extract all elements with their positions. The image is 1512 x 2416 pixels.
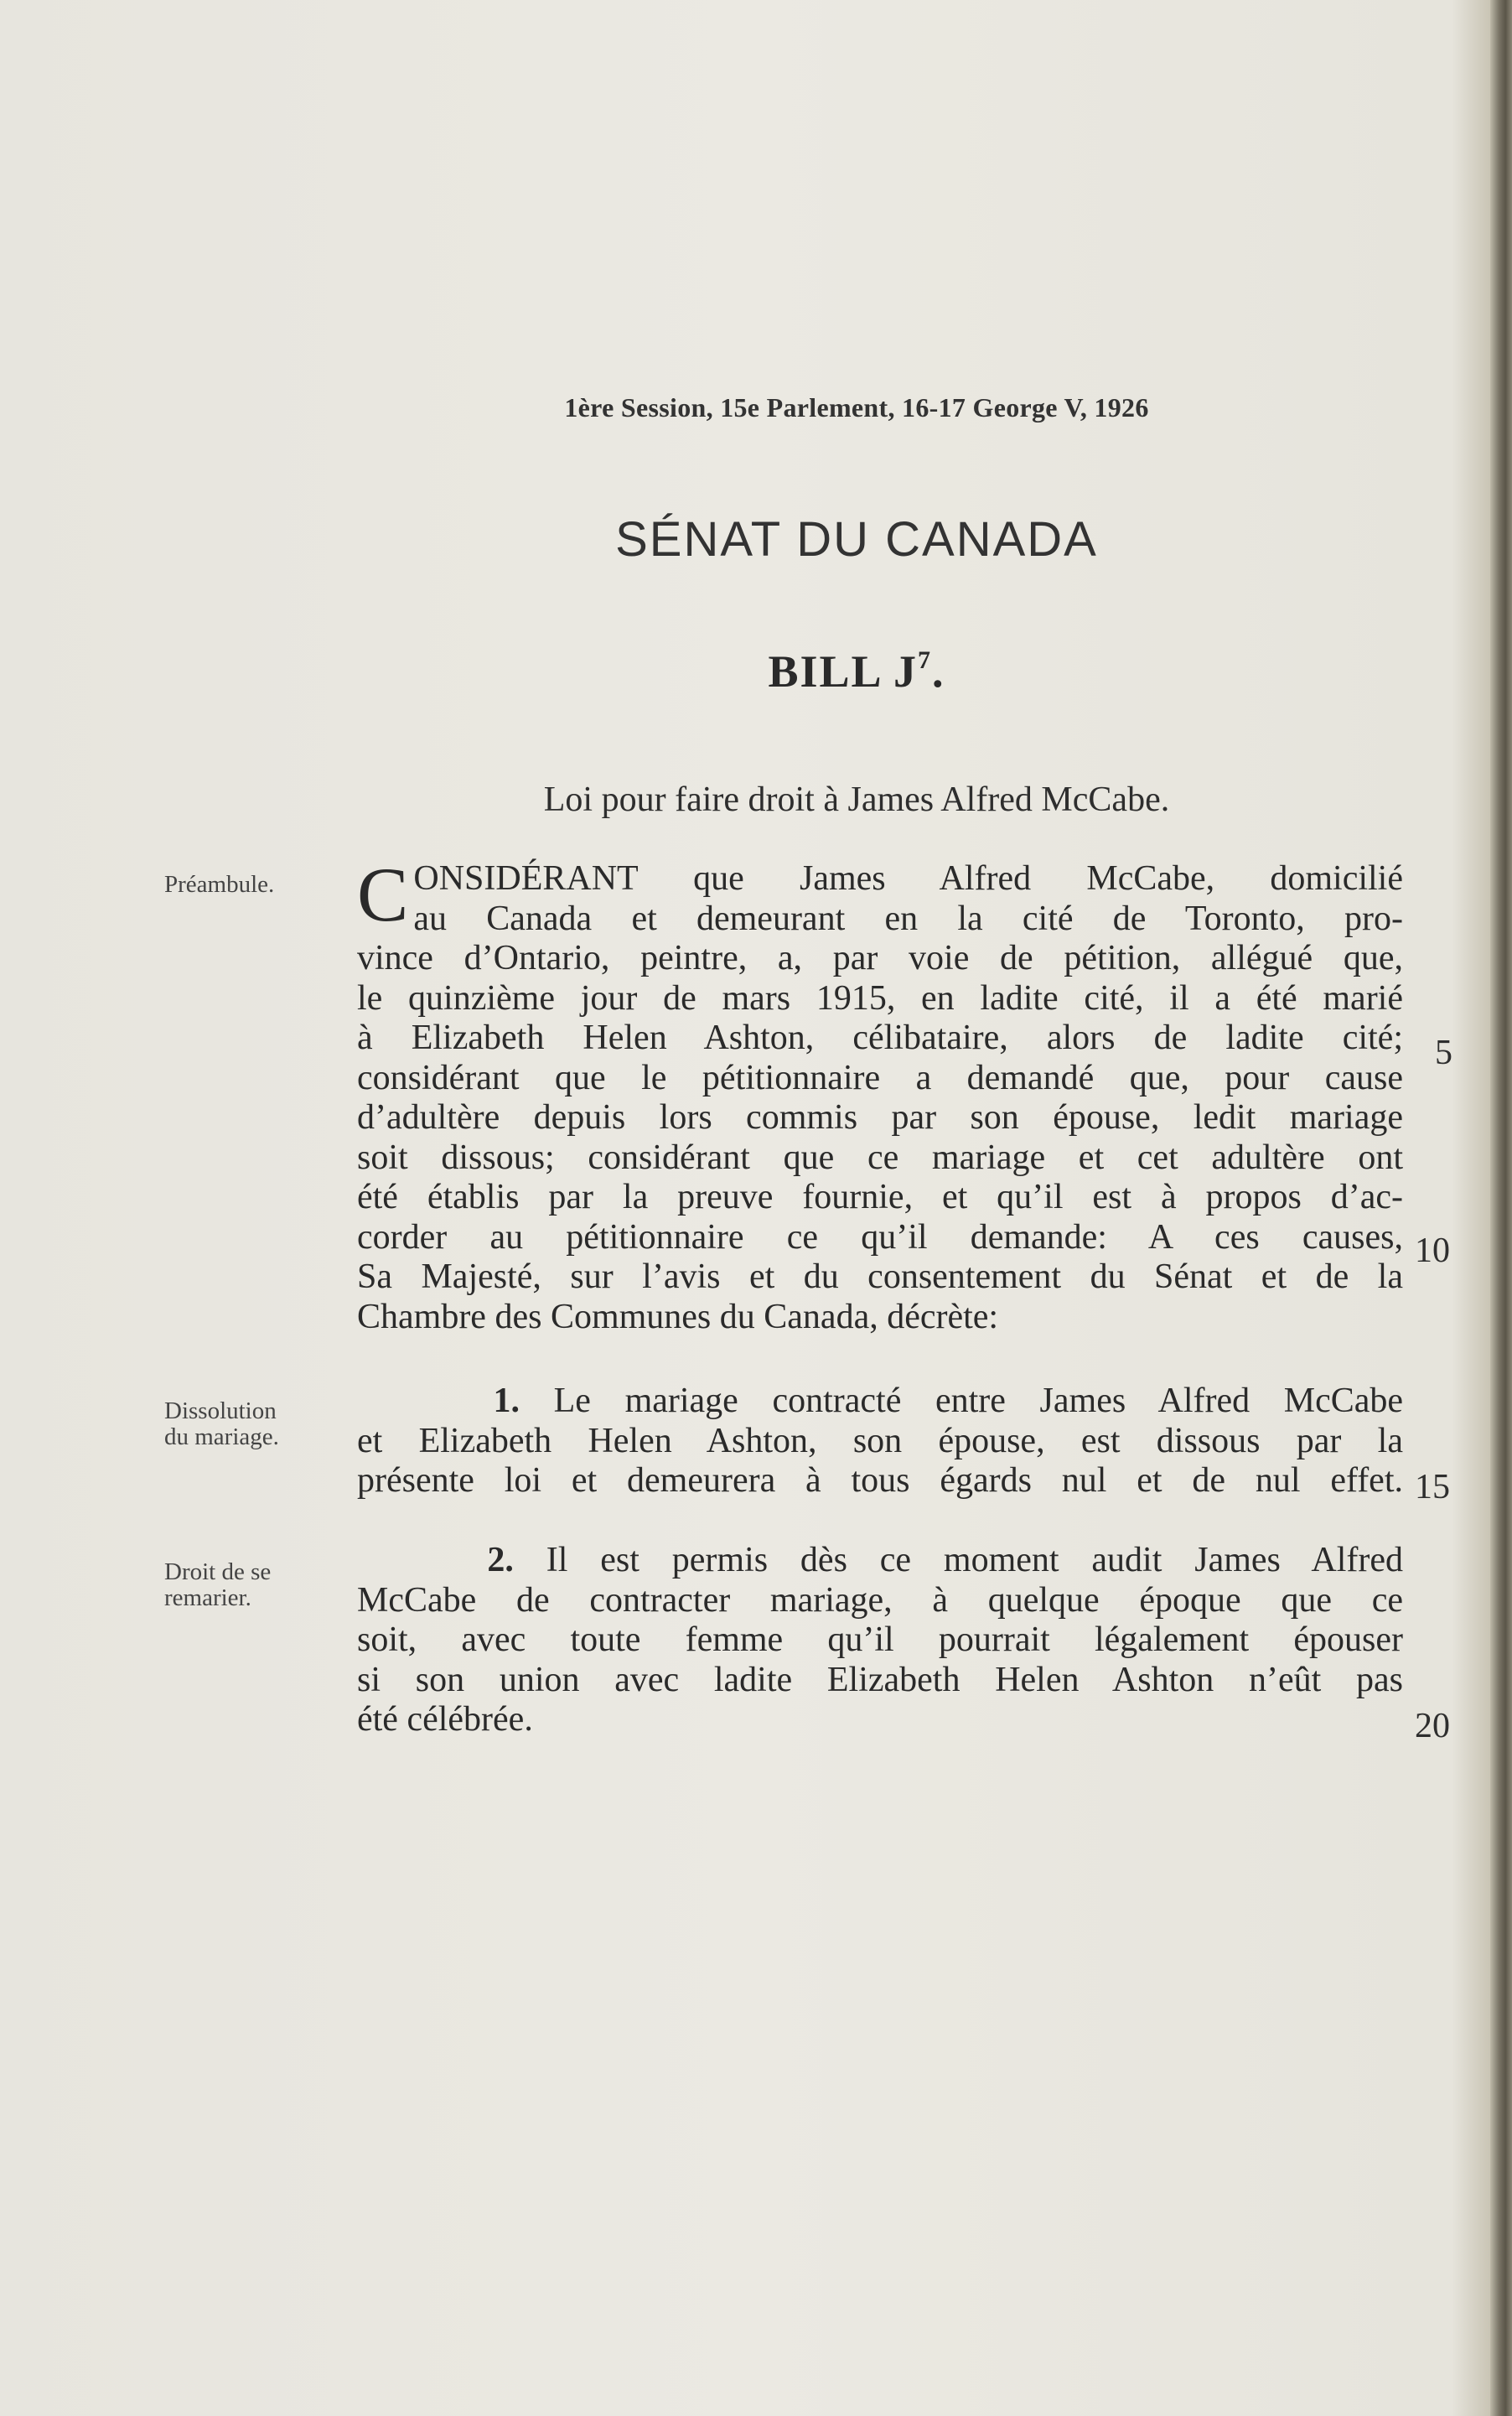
- preamble-line: vince d’Ontario, peintre, a, par voie de pétition, allégué que,: [357, 939, 1403, 977]
- section-2-line-text: Il est permis dès ce moment audit James Alfred: [546, 1541, 1404, 1579]
- section-2-line: été célébrée.: [357, 1700, 533, 1739]
- section-1-line: présente loi et demeurera à tous égards nul et de nul effet.: [357, 1461, 1403, 1500]
- margin-note-dissolution: [164, 1398, 332, 1450]
- line-number-20: 20: [1415, 1707, 1450, 1745]
- section-2-line: soit, avec toute femme qu’il pourrait légalement épouser: [357, 1620, 1403, 1659]
- section-2-line: McCabe de contracter mariage, à quelque époque que ce: [357, 1580, 1403, 1620]
- page-edge: [1490, 0, 1512, 2416]
- section-1-line: [357, 1382, 1403, 1422]
- bill-number: [0, 645, 1512, 697]
- preamble-line: considérant que le pétitionnaire a demandé que, pour cause: [357, 1058, 1403, 1097]
- bill-label: BILL J: [768, 646, 919, 697]
- section-1-number: 1.: [493, 1382, 520, 1420]
- margin-note-remarry-line2: remarier.: [164, 1584, 251, 1611]
- session-header: 1ère Session, 15e Parlement, 16-17 George V, 1926: [564, 392, 1149, 423]
- section-2: [357, 1541, 1403, 1740]
- preamble-line: d’adultère depuis lors commis par son épouse, ledit mariage: [357, 1098, 1403, 1137]
- preamble-line: soit dissous; considérant que ce mariage et cet adultère ont: [357, 1138, 1403, 1177]
- bill-suffix: .: [932, 646, 945, 697]
- preamble-line: à Elizabeth Helen Ashton, célibataire, alors de ladite cité;: [357, 1019, 1403, 1057]
- margin-note-dissolution-line1: Dissolution: [164, 1397, 277, 1424]
- section-2-line: [357, 1541, 1403, 1581]
- section-1: [357, 1382, 1403, 1501]
- margin-note-dissolution-line2: du mariage.: [164, 1423, 279, 1450]
- page-title: SÉNAT DU CANADA: [615, 512, 1098, 567]
- preamble-paragraph: [357, 852, 1403, 1337]
- margin-note-remarry-line1: Droit de se: [164, 1558, 272, 1585]
- preamble-line: au Canada et demeurant en la cité de Toronto, pro-: [413, 899, 1403, 938]
- preamble-line: été établis par la preuve fournie, et qu’il est à propos d’ac-: [357, 1178, 1403, 1216]
- line-number-5: 5: [1435, 1034, 1452, 1072]
- margin-note-remarry: [164, 1559, 332, 1611]
- preamble-line: corder au pétitionnaire ce qu’il demande: A ces causes,: [357, 1217, 1403, 1257]
- section-2-number: 2.: [487, 1541, 514, 1579]
- line-number-10: 10: [1415, 1231, 1450, 1270]
- section-1-line: et Elizabeth Helen Ashton, son épouse, est dissous par la: [357, 1421, 1403, 1460]
- line-number-15: 15: [1415, 1468, 1450, 1506]
- preamble-line: Sa Majesté, sur l’avis et du consentement du Sénat et de la: [357, 1257, 1403, 1296]
- bill-subtitle: Loi pour faire droit à James Alfred McCabe.: [543, 780, 1170, 819]
- margin-note-preamble: Préambule.: [164, 871, 275, 898]
- preamble-line: ONSIDÉRANT que James Alfred McCabe, domicilié: [413, 859, 1403, 898]
- bill-superscript: 7: [918, 646, 933, 674]
- preamble-line: le quinzième jour de mars 1915, en ladite cité, il a été marié: [357, 978, 1403, 1018]
- section-2-line: si son union avec ladite Elizabeth Helen Ashton n’eût pas: [357, 1660, 1403, 1699]
- section-1-line-text: Le mariage contracté entre James Alfred McCabe: [553, 1382, 1404, 1420]
- preamble-line: Chambre des Communes du Canada, décrète:: [357, 1297, 999, 1336]
- dropcap-letter: C: [357, 852, 409, 937]
